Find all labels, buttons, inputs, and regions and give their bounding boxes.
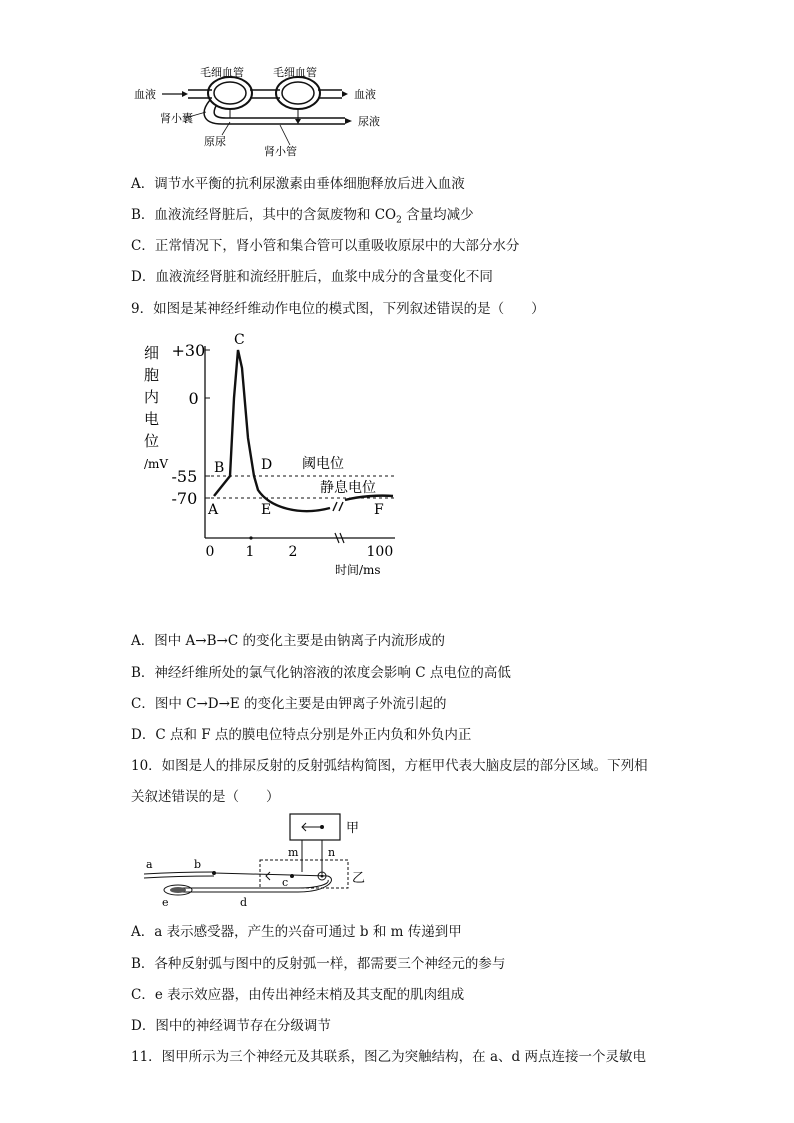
q10-option-a: A．a 表示感受器，产生的兴奋可通过 b 和 m 传递到甲 <box>131 924 462 940</box>
x-tick-label: 100 <box>366 544 394 560</box>
q8-option-c: C．正常情况下，肾小管和集合管可以重吸收原尿中的大部分水分 <box>131 238 520 254</box>
y-axis-label <box>144 344 168 471</box>
y-axis-label-char: 内 <box>144 388 160 406</box>
y-axis-label-char: 电 <box>144 410 160 428</box>
x-axis-label: 时间/ms <box>335 563 381 577</box>
point-label-b: B <box>214 460 225 476</box>
q10-option-c: C．e 表示效应器，由传出神经末梢及其支配的肌肉组成 <box>131 987 465 1003</box>
point-label-a: A <box>208 502 219 518</box>
q9-option-b: B．神经纤维所处的氯气化钠溶液的浓度会影响 C 点电位的高低 <box>131 665 511 681</box>
kidney-diagram <box>130 62 400 162</box>
threshold-label: 阈电位 <box>302 456 344 472</box>
label-yi: 乙 <box>352 871 366 886</box>
q10-stem-1: 10．如图是人的排尿反射的反射弧结构简图，方框甲代表大脑皮层的部分区域。下列相 <box>131 758 648 774</box>
y-tick-label: 0 <box>188 389 199 408</box>
label-n: n <box>328 846 336 859</box>
q8-option-b-text: B．血液流经肾脏后，其中的含氮废物和 CO <box>131 207 397 223</box>
bowman-capsule-label: 肾小囊 <box>160 112 193 125</box>
label-e: e <box>162 896 169 909</box>
y-axis-label-char: 位 <box>144 432 160 450</box>
capillary-label-1: 毛细血管 <box>200 66 244 79</box>
y-axis-label-char: 胞 <box>144 366 160 384</box>
q9-option-d: D．C 点和 F 点的膜电位特点分别是外正内负和外负内正 <box>131 727 472 743</box>
q9-option-c: C．图中 C→D→E 的变化主要是由钾离子外流引起的 <box>131 696 447 712</box>
box-yi <box>260 860 348 888</box>
label-c: c <box>282 876 289 889</box>
point-label-c: C <box>234 332 245 348</box>
q8-option-b-tail: 含量均减少 <box>401 207 474 223</box>
label-a: a <box>146 858 153 871</box>
q8-option-a: A．调节水平衡的抗利尿激素由垂体细胞释放后进入血液 <box>131 176 465 192</box>
q8-option-d: D．血液流经肾脏和流经肝脏后，血浆中成分的含量变化不同 <box>131 269 493 285</box>
x-tick-label: 2 <box>288 544 298 560</box>
q9-option-a: A．图中 A→B→C 的变化主要是由钠离子内流形成的 <box>131 633 445 649</box>
x-tick-label: 0 <box>205 544 215 560</box>
q11-stem: 11．图甲所示为三个神经元及其联系，图乙为突触结构，在 a、d 两点连接一个灵敏电 <box>131 1049 646 1065</box>
y-tick-label: -70 <box>171 489 198 508</box>
point-label-d: D <box>261 457 273 473</box>
q10-stem-2: 关叙述错误的是（ ） <box>131 789 280 805</box>
y-tick-label: +30 <box>171 341 206 360</box>
primary-urine-label: 原尿 <box>204 135 226 148</box>
q8-option-b-sub: 2 <box>396 215 402 226</box>
point-label-f: F <box>374 502 384 518</box>
reflex-arc-diagram <box>138 810 378 910</box>
x-tick-label: 1 <box>245 544 255 560</box>
label-d: d <box>240 896 248 909</box>
y-axis-label-char: /mV <box>144 457 169 471</box>
q9-stem: 9．如图是某神经纤维动作电位的模式图，下列叙述错误的是（ ） <box>131 301 545 317</box>
q10-option-d: D．图中的神经调节存在分级调节 <box>131 1018 331 1034</box>
label-b: b <box>194 858 202 871</box>
q10-option-b: B．各种反射弧与图中的反射弧一样，都需要三个神经元的参与 <box>131 956 506 972</box>
urine-label: 尿液 <box>358 115 380 128</box>
resting-label: 静息电位 <box>320 480 376 496</box>
y-axis-label-char: 细 <box>144 344 160 362</box>
y-tick-label: -55 <box>171 467 198 486</box>
q8-option-b <box>131 203 474 226</box>
point-label-e: E <box>261 502 272 518</box>
label-m: m <box>288 846 299 859</box>
blood-in-label: 血液 <box>134 88 156 101</box>
renal-tubule-label: 肾小管 <box>264 145 297 158</box>
label-jia: 甲 <box>346 821 360 836</box>
action-potential-chart <box>130 328 405 583</box>
capillary-label-2: 毛细血管 <box>273 66 317 79</box>
blood-out-label: 血液 <box>354 88 376 101</box>
